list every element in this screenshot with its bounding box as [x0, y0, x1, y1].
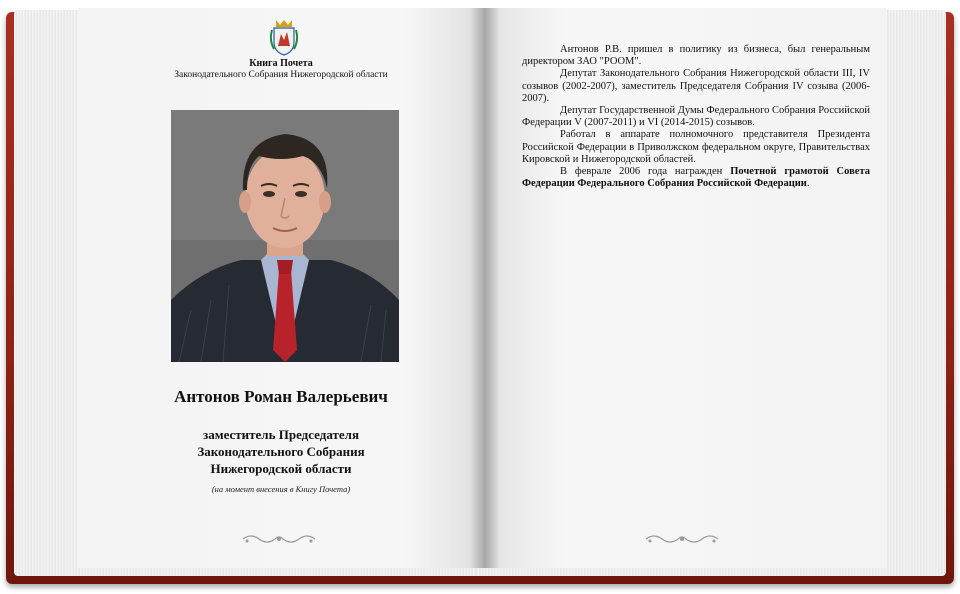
position-title [78, 426, 484, 477]
person-name: Антонов Роман Валерьевич [174, 387, 388, 406]
award-name: Почетной грамотой Совета Федерации Федерального Собрания Российской Федерации [522, 166, 870, 190]
right-page [484, 8, 886, 568]
biography-text [522, 44, 870, 190]
bio-paragraph: Работал в аппарате полномочного представителя Президента Российской Федерации в Приволжском федеральном округе, Правительствах Кировской и Нижегородской областей. [522, 129, 870, 165]
position-line: заместитель Председателя [203, 427, 359, 442]
award-suffix: . [806, 178, 810, 190]
regional-coat-of-arms-icon [268, 16, 300, 56]
ornament-flourish-icon [239, 531, 319, 547]
portrait-photo [171, 110, 399, 362]
bio-paragraph: Антонов Р.В. пришел в политику из бизнеса, был генеральным директором ЗАО "РООМ". [522, 44, 870, 68]
bio-paragraph: Депутат Законодательного Собрания Нижегородской области III, IV созывов (2002-2007), заместитель Председателя Собрания IV созыва (2006-2007). [522, 68, 870, 104]
entry-note: (на момент внесения в Книгу Почета) [211, 484, 351, 494]
bio-award-paragraph [522, 166, 870, 190]
position-line: Законодательного Собрания [197, 444, 365, 459]
ornament-flourish-icon [642, 531, 722, 547]
left-page [78, 8, 484, 568]
book-spine-shadow [470, 8, 500, 568]
book-title: Книга Почета [249, 58, 313, 69]
award-prefix: В феврале 2006 года награжден [560, 166, 731, 178]
book-subtitle: Законодательного Собрания Нижегородской области [174, 70, 388, 80]
bio-paragraph: Депутат Государственной Думы Федерального Собрания Российской Федерации V (2007-2011) и VI (2014-2015) созывов. [522, 105, 870, 129]
position-line: Нижегородской области [210, 461, 352, 476]
